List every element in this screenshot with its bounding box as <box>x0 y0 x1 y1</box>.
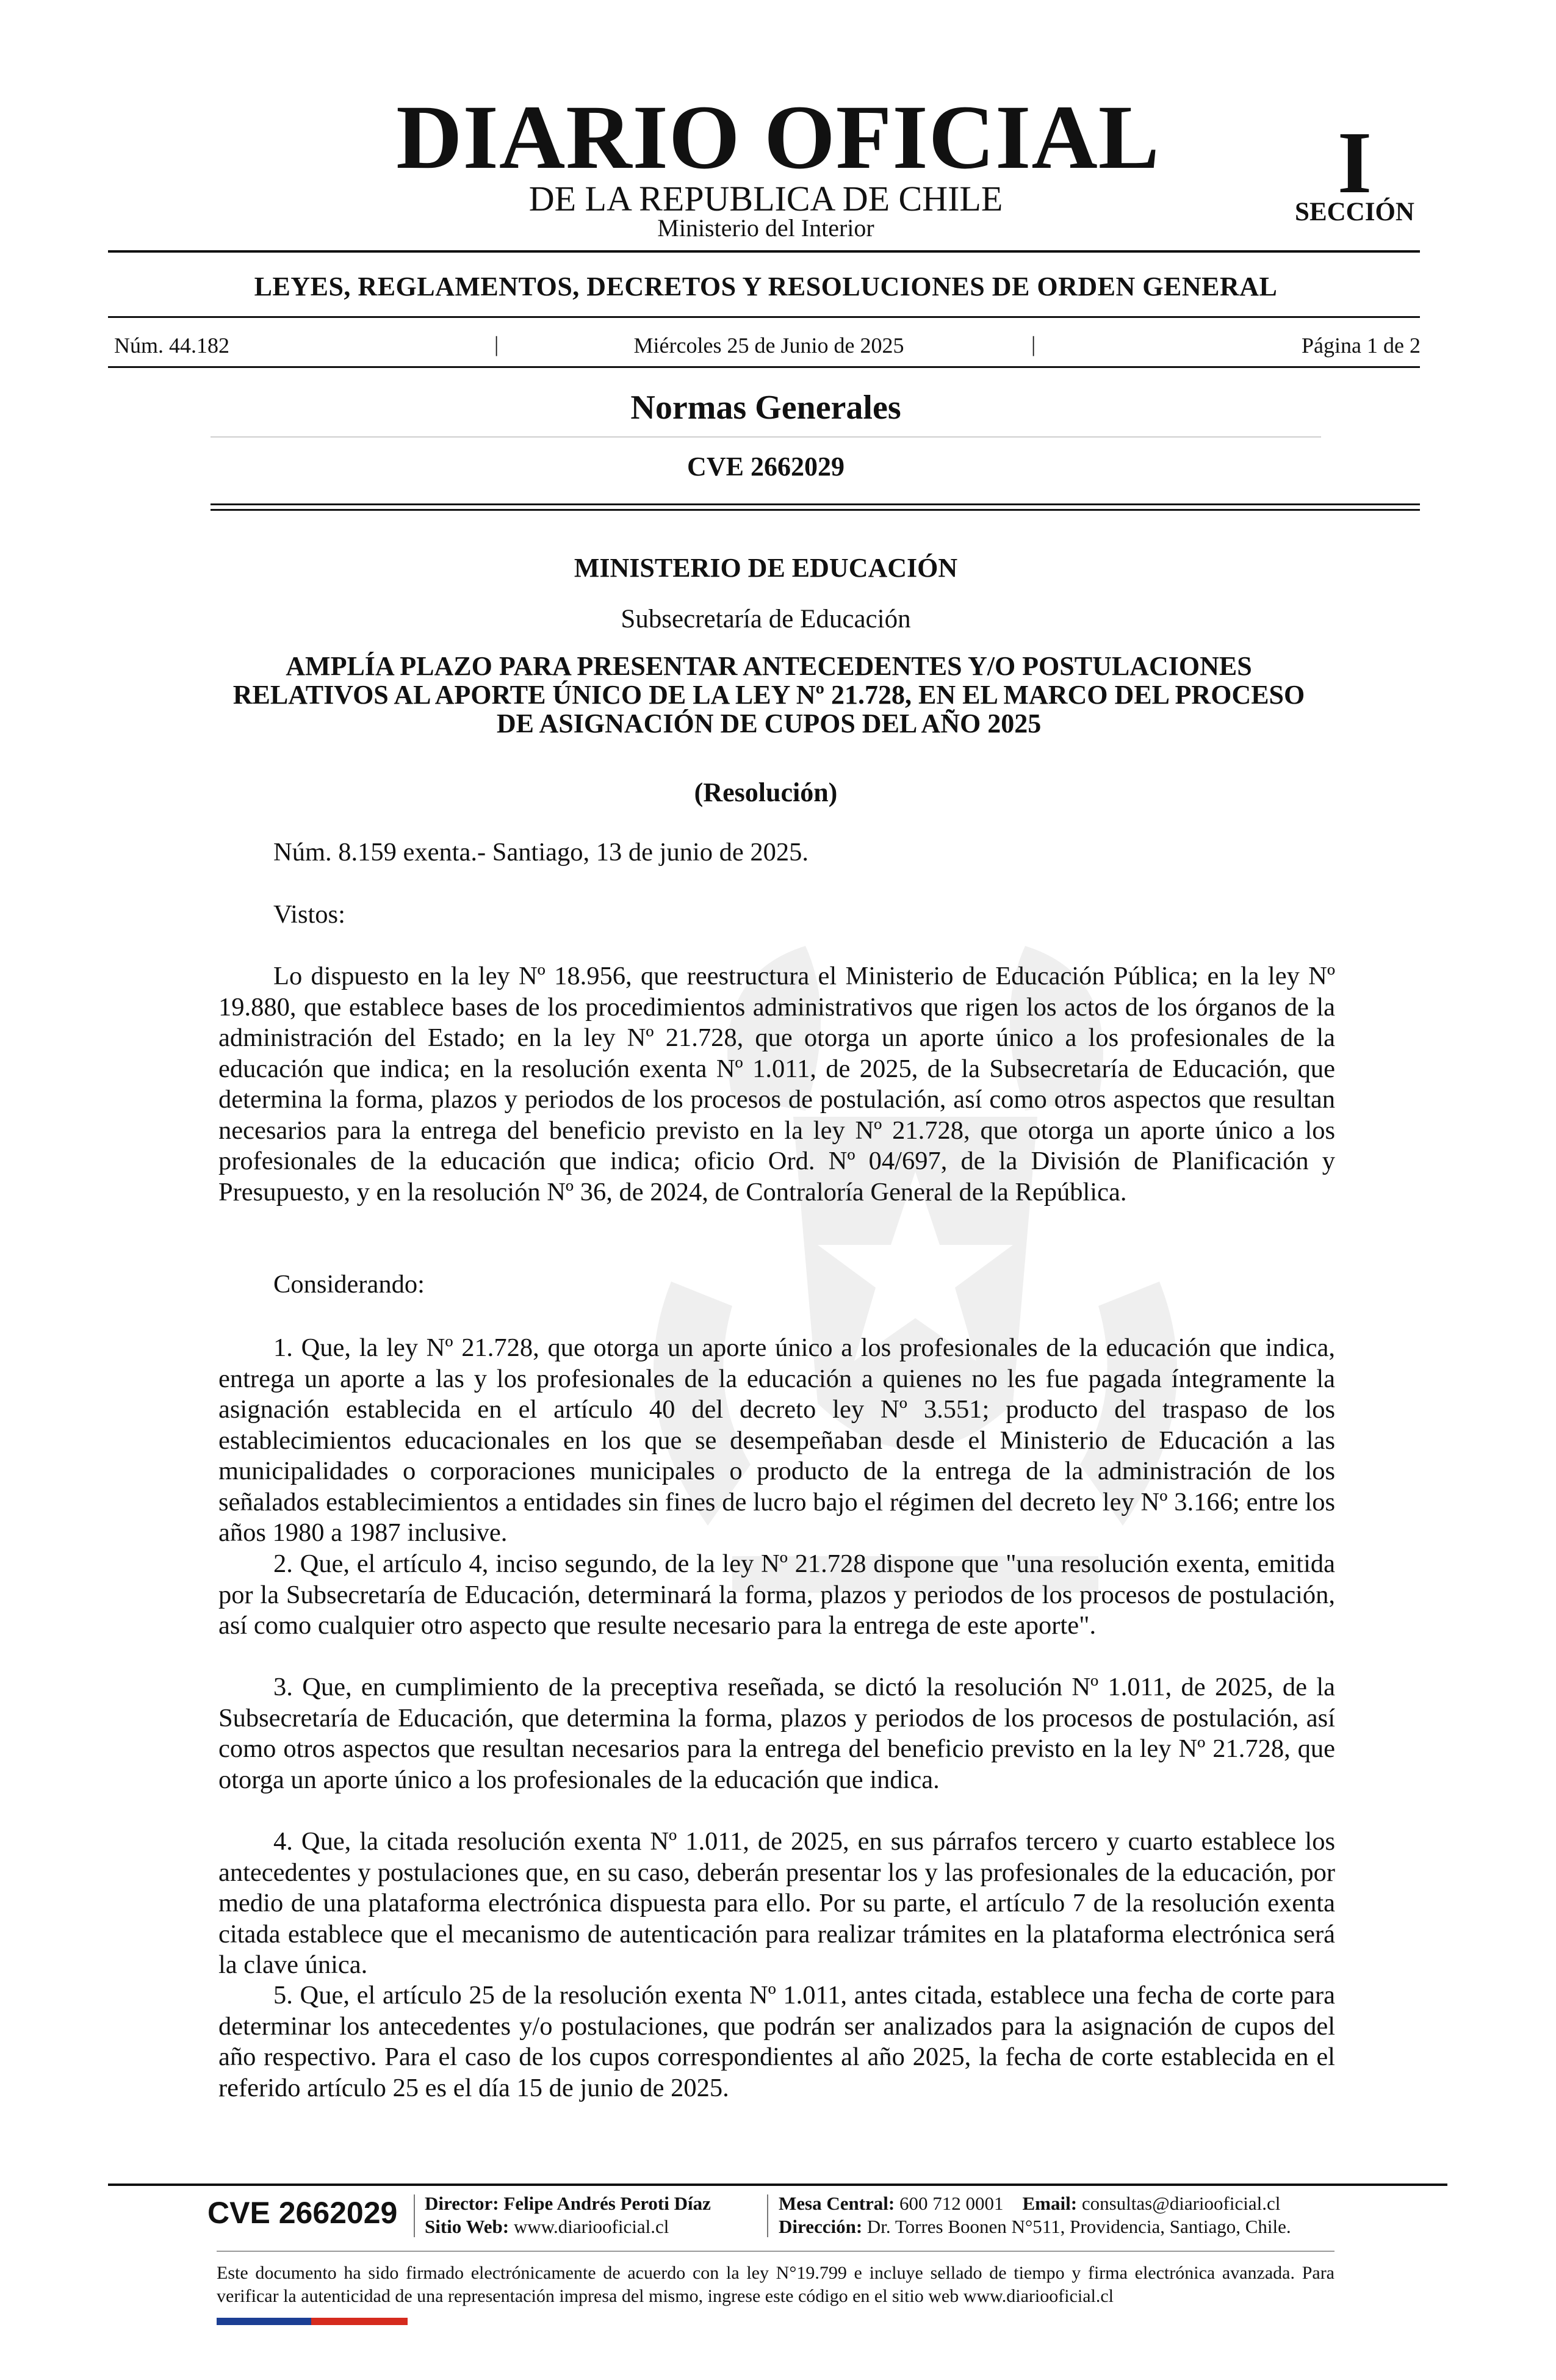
footer-address-text: Dr. Torres Boonen N°511, Providencia, Santiago, Chile. <box>866 2216 1291 2237</box>
footer-director-name: Felipe Andrés Peroti Díaz <box>503 2193 711 2214</box>
considerando-5: 5. Que, el artículo 25 de la resolución exenta Nº 1.011, antes citada, establece una fecha de corte para determinar los antecedentes y/o postulaciones, que podrán ser analizados para la asignación de cupos del año respectivo. Para el caso de los cupos correspondientes al año 2025, la fecha de corte establecida en el referido artículo 25 es el día 15 de junio de 2025. <box>218 1981 1335 2102</box>
issue-separator: | <box>1031 332 1036 356</box>
footer-director <box>425 2192 711 2215</box>
issue-separator: | <box>494 332 499 356</box>
footer-bottom-rule <box>217 2251 1334 2252</box>
considerando-3: 3. Que, en cumplimiento de la preceptiva reseñada, se dictó la resolución Nº 1.011, de 2025, de la Subsecretaría de Educación, que determina la forma, plazos y periodos de los procesos de postulación, así como otros aspectos que resultan necesarios para la entrega del beneficio previsto en la ley Nº 21.728, que otorga un aporte único a los profesionales de la educación que indica. <box>218 1673 1335 1794</box>
document-number-line: Núm. 8.159 exenta.- Santiago, 13 de junio de 2025. <box>273 838 809 867</box>
footer-phone-label: Mesa Central: <box>779 2193 895 2214</box>
publication-subtitle: LEYES, REGLAMENTOS, DECRETOS Y RESOLUCIONES DE ORDEN GENERAL <box>254 272 1278 301</box>
footer-separator <box>767 2194 768 2237</box>
footer-signature-note: Este documento ha sido firmado electrónicamente de acuerdo con la ley N°19.799 e incluye sellado de tiempo y firma electrónica avanzada. Para verificar la autenticidad de una representación impresa del mismo, ingrese este código en el sitio web www.diariooficial.cl <box>217 2263 1334 2306</box>
cve-code: CVE 2662029 <box>687 452 845 481</box>
section-label: SECCIÓN <box>1295 198 1414 226</box>
issue-rule <box>108 366 1420 368</box>
footer-phone: 600 712 0001 <box>899 2193 1004 2214</box>
section-heading-divider <box>211 436 1321 438</box>
footer-contact <box>779 2192 1280 2215</box>
considerando-1: 1. Que, la ley Nº 21.728, que otorga un aporte único a los profesionales de la educación que indica, entrega un aporte a las y los profesionales de la educación a quienes no les fue pagada íntegramente la asignación establecida en el artículo 40 del decreto ley Nº 3.551; producto del traspaso de los establecimientos educacionales en los que se desempeñaban desde el Ministerio de Educación a las municipalidades o corporaciones municipales o producto de la entrega de la administración de los señalados establecimientos a entidades sin fines de lucro bajo el régimen del decreto ley Nº 3.166; entre los años 1980 a 1987 inclusive. <box>218 1333 1335 1547</box>
footer-website-link[interactable]: www.diariooficial.cl <box>513 2216 669 2237</box>
masthead-rule <box>108 250 1420 253</box>
header-double-rule-top <box>211 503 1420 505</box>
document-ministry: MINISTERIO DE EDUCACIÓN <box>574 553 958 583</box>
footer-separator <box>414 2194 415 2237</box>
vistos-paragraph: Lo dispuesto en la ley Nº 18.956, que reestructura el Ministerio de Educación Pública; en la ley Nº 19.880, que establece bases de los procedimientos administrativos que rigen los actos de los órganos de la administración del Estado; en la ley Nº 21.728, que otorga un aporte único a los profesionales de la educación que indica; en la resolución exenta Nº 1.011, de 2025, de la Subsecretaría de Educación, que determina la forma, plazos y periodos de los procesos de postulación, así como otros aspectos que resultan necesarios para la entrega del beneficio previsto en la ley Nº 21.728, que otorga un aporte único a los profesionales de la educación que indica; oficio Ord. Nº 04/697, de la División de Planificación y Presupuesto, y en la resolución Nº 36, de 2024, de Contraloría General de la República. <box>218 962 1335 1206</box>
footer-cve-code: CVE 2662029 <box>207 2196 398 2230</box>
header-double-rule-bottom <box>211 509 1420 511</box>
considerando-2: 2. Que, el artículo 4, inciso segundo, de la ley Nº 21.728 dispone que "una resolución exenta, emitida por la Subsecretaría de Educación, determinará la forma, plazos y periodos de los procesos de postulación, así como cualquier otro aspecto que resulte necesario para la entrega de este aporte". <box>218 1549 1335 1640</box>
masthead-ministry: Ministerio del Interior <box>657 214 874 242</box>
document-title: AMPLÍA PLAZO PARA PRESENTAR ANTECEDENTES Y/O POSTULACIONES RELATIVOS AL APORTE ÚNICO DE LA LEY Nº 21.728, EN EL MARCO DEL PROCESO DE ASIGNACIÓN DE CUPOS DEL AÑO 2025 <box>232 651 1305 738</box>
flag-stripe-red <box>311 2318 408 2325</box>
footer-address-label: Dirección: <box>779 2216 863 2237</box>
footer-address <box>779 2215 1291 2238</box>
section-heading: Normas Generales <box>630 389 901 427</box>
considerando-label: Considerando: <box>273 1270 425 1299</box>
issue-number: Núm. 44.182 <box>114 333 229 358</box>
subtitle-rule <box>108 316 1420 318</box>
footer-rule <box>108 2183 1447 2186</box>
issue-date: Miércoles 25 de Junio de 2025 <box>633 333 904 358</box>
considerando-4: 4. Que, la citada resolución exenta Nº 1.011, de 2025, en sus párrafos tercero y cuarto establece los antecedentes y postulaciones que, en su caso, deberán presentar los y las profesionales de la educación, por medio de una plataforma electrónica dispuesta para ello. Por su parte, el artículo 7 de la resolución exenta citada establece que el mecanismo de autenticación para realizar trámites en la plataforma electrónica será la clave única. <box>218 1827 1335 1979</box>
footer-email-label: Email: <box>1022 2193 1078 2214</box>
footer-director-label: Director: <box>425 2193 499 2214</box>
document-subsecretaria: Subsecretaría de Educación <box>621 605 911 633</box>
footer-website-label: Sitio Web: <box>425 2216 510 2237</box>
masthead-subtitle: DE LA REPUBLICA DE CHILE <box>528 179 1003 218</box>
masthead-title: DIARIO OFICIAL <box>396 87 1160 188</box>
section-number: I <box>1337 114 1372 212</box>
issue-page: Página 1 de 2 <box>1302 333 1421 358</box>
vistos-label: Vistos: <box>273 900 345 929</box>
footer-website <box>425 2215 669 2238</box>
footer-email-link[interactable]: consultas@diariooficial.cl <box>1081 2193 1281 2214</box>
document-type: (Resolución) <box>694 777 838 807</box>
flag-stripe-blue <box>217 2318 311 2325</box>
